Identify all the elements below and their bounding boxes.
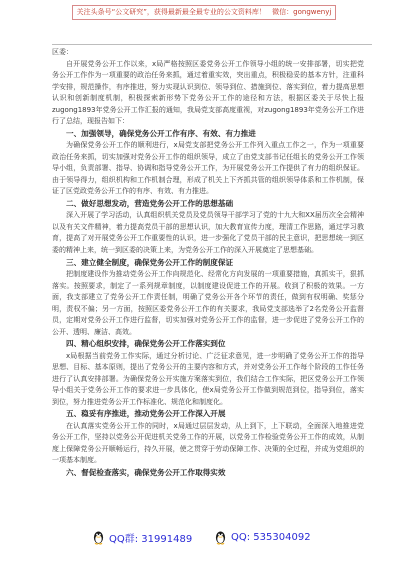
qq-group-contact[interactable] [92, 530, 192, 545]
section-heading-5: 五、稳妥有序推进，推动党务公开工作深入开展 [66, 409, 226, 419]
section-heading-6: 六、督促检查落实，确保党务公开工作取得实效 [66, 467, 226, 477]
section-paragraph-4: x局根据当前党务工作实际，通过分析讨论、广泛征求意见，进一步明确了党务公开工作的指导思想、目标、基本原则，提出了党务公开的主要内容和方式，并对党务公开工作每个阶段的工作任务进行了认真安排部署。为确保党务公开实施方案落实到位，我们结合工作实际，把区党务公开工作领导小组关于党务公开工作的要求进一步具体化，使x局党务公开工作做到规范到位，指导到位，落实到位，努力推进党务公开工作标准化、规范化和制度化。 [52, 351, 364, 406]
qq-penguin-icon [92, 530, 105, 545]
section-heading-3: 三、建立健全制度，确保党务公开工作的制度保证 [66, 257, 234, 267]
section-heading-1: 一、加强领导，确保党务公开工作有序、有效、有力推进 [66, 128, 256, 138]
qq-contact[interactable] [214, 530, 311, 545]
wechat-id: 微信：gongwenyj [272, 8, 332, 16]
qq-penguin-icon [214, 530, 227, 545]
header-divider [52, 44, 372, 45]
section-paragraph-1: 为确保党务公开工作的顺利进行，x局党支部把党务公开工作列入重点工作之一，作为一项重要政治任务来抓，切实加强对党务公开工作的组织领导，成立了由党支部书记任组长的党务公开工作领导小组，负责部署、指导、协调和指导党务公开工作，为开展党务公开工作提供了有力的组织保证。由于领导得力，组织机构和工作机制合理，形成了机关上下齐抓共管的组织领导体系和工作机制，保证了区党政党务公开工作的有序、有效、有力推进。 [52, 141, 364, 196]
intro-paragraph: 自开展党务公开工作以来，x局严格按照区委党务公开工作领导小组的统一安排部署，切实把党务公开工作作为一项重要的政治任务来抓，通过着重实效，突出重点，积极稳妥的基本方针，注重科学安排，规范操作，有序推进，努力实现认识到位、领导到位、措施到位、落实到位，着力提高思想认识和创新制度机制，积极探索新形势下党务公开工作的途径和方法，根据区委关于尽快上报zugong1893年党务公开工作汇报的通知，我局党支部高度重视，对zugong1893年党务公开工作进行了总结，现报告如下： [52, 59, 364, 126]
promo-banner[interactable] [72, 5, 336, 20]
document-body [52, 47, 364, 525]
qq-number: QQ: 535304092 [231, 532, 311, 543]
promo-text: 关注头条号“公文研究”，获得最新最全最专业的公文资料库！ [76, 8, 266, 16]
section-paragraph-2: 深入开展了学习活动，认真组织机关党员及党员领导干部学习了党的十九大和XX届历次全会精神以及有关文件精神，着力提高党员干部的思想认识，加大教育宣传力度，理清工作思路，通过学习教育，提高了对开展党务公开工作重要性的认识，进一步强化了党员干部的民主意识，把思想统一到区委的精神上来，统一到区委的决策上来，为党务公开工作的深入开展奠定了思想基础。 [52, 211, 364, 255]
section-paragraph-3: 把制度建设作为推动党务公开工作向规范化、经常化方向发展的一项重要措施，真抓实干，狠抓落实。按照要求，制定了一系列规章制度，以制度建设促进工作的开展。收到了积极的效果。一方面，我支部建立了党务公开工作责任制，明确了党务公开各个环节的责任，做到有权明确、奖惩分明，责权不偏；另一方面，按照区委党务公开工作的有关要求，我局党支部选举了2名党务公开监督员，定期对党务公开工作进行监督，切实加强对党务公开工作的监督，进一步促进了党务公开工作的公开、透明、廉洁、高效。 [52, 269, 364, 336]
qq-group-number: QQ群: 31991489 [109, 534, 193, 545]
greeting: 区委： [52, 48, 73, 56]
section-heading-4: 四、精心组织安排，确保党务公开工作落实到位 [66, 339, 226, 349]
section-paragraph-5: 在认真落实党务公开工作的同时，x局通过层层发动，从上到下，上下联动，全面深入地推进党务公开工作，坚持以党务公开促进机关党务工作的开展，以党务工作检验党务公开工作的成效，从制度上保障党务公开顺畅运行，持久开展，使之贯穿于劳动保障工作、决策的全过程，并成为党组织的一项基本制度。 [52, 421, 364, 465]
page-footer [0, 522, 408, 552]
section-heading-2: 二、做好思想发动，营造党务公开工作的思想基础 [66, 198, 234, 208]
